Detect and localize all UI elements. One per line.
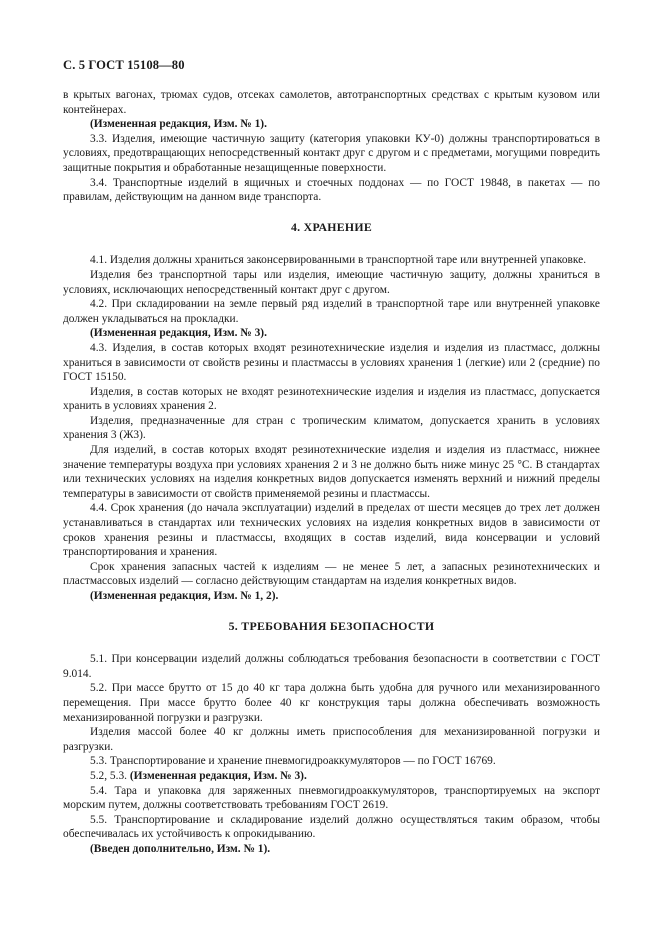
amendment-note-line [63, 769, 600, 784]
paragraph: 3.3. Изделия, имеющие частичную защиту (категория упаковки КУ-0) должны транспортироваться в условиях, предотвращающих непосредственный контакт друг с другом и с предметами, могущими повредить защитные покрытия и обработанные незащищенные поверхности. [63, 132, 600, 174]
paragraph: 3.4. Транспортные изделий в ящичных и стоечных поддонах — по ГОСТ 19848, в пакетах — по правилам, действующим на данном виде транспорта. [63, 176, 600, 204]
amendment-note: (Измененная редакция, Изм. № 1, 2). [90, 590, 279, 602]
amendment-note: (Измененная редакция, Изм. № 3). [90, 327, 267, 340]
paragraph: 5.4. Тара и упаковка для заряженных пневмогидроаккумуляторов, транспортируемых на экспорт морским путем, должны соответствовать требованиям ГОСТ 2619. [63, 784, 600, 812]
paragraph: 4.1. Изделия должны храниться законсервированными в транспортной таре или внутренней упаковке. [90, 254, 587, 267]
paragraph: 5.1. При консервации изделий должны соблюдаться требования безопасности в соответствии с ГОСТ 9.014. [63, 653, 600, 680]
document-body [63, 88, 600, 857]
paragraph: 5.2. При массе брутто от 15 до 40 кг тара должна быть удобна для ручного или механизированного перемещения. При массе брутто более 40 кг конструкция тары должна обеспечивать возможность механизированной погрузки и разгрузки. [63, 682, 600, 724]
paragraph: в крытых вагонах, трюмах судов, отсеках самолетов, автотранспортных средствах с крытым кузовом или контейнерах. [63, 89, 600, 116]
paragraph: 5.3. Транспортирование и хранение пневмогидроаккумуляторов — по ГОСТ 16769. [90, 755, 496, 768]
paragraph: 4.4. Срок хранения (до начала эксплуатации) изделий в пределах от шести месяцев до трех лет должен устанавливаться в стандартах или технических условиях на изделия конкретных видов в зависимости от сроков хранения резины и пластмассы, входящих в состав изделий, вида консервации и условий транспортирования и хранения. [63, 502, 600, 559]
section-heading-storage: 4. ХРАНЕНИЕ [290, 219, 373, 234]
paragraph: Срок хранения запасных частей к изделиям — не менее 5 лет, а запасных резинотехнических и пластмассовых изделий — согласно действующим стандартам на изделия конкретных видов. [63, 560, 600, 588]
paragraph: Изделия массой более 40 кг должны иметь приспособления для механизированной погрузки и разгрузки. [63, 726, 600, 753]
paragraph: Изделия без транспортной тары или изделия, имеющие частичную защиту, должны храниться в условиях, исключающих непосредственный контакт друг с другом. [63, 268, 600, 296]
paragraph: Для изделий, в состав которых входят резинотехнические изделия и изделия из пластмасс, нижнее значение температуры воздуха при условиях хранения 2 и 3 не должно быть ниже минус 25 °С. В стандартах или технических условиях на изделия конкретных видов допускается изменять верхний и нижний пределы температуры в зависимости от свойств применяемой резины и пластмассы. [63, 444, 600, 500]
section-heading-safety: 5. ТРЕБОВАНИЯ БЕЗОПАСНОСТИ [228, 618, 435, 633]
page-header: С. 5 ГОСТ 15108—80 [63, 58, 185, 72]
amendment-note: (Измененная редакция, Изм. № 3). [129, 769, 307, 782]
paragraph: Изделия, в состав которых не входят резинотехнические изделия и изделия из пластмасс, допускается хранить в условиях хранения 2. [63, 385, 600, 413]
paragraph: 5.5. Транспортирование и складирование изделий должно осуществляться таким образом, чтобы обеспечивалась их устойчивость к опрокидыванию. [63, 813, 600, 841]
amendment-note: (Измененная редакция, Изм. № 1). [90, 118, 267, 131]
clause-refs: 5.2, 5.3. [90, 769, 130, 782]
paragraph: Изделия, предназначенные для стран с тропическим климатом, допускается хранить в условиях хранения 3 (Ж3). [63, 414, 600, 442]
paragraph: 4.2. При складировании на земле первый ряд изделий в транспортной таре или внутренней упаковке должен укладываться на прокладки. [63, 298, 600, 325]
paragraph: 4.3. Изделия, в состав которых входят резинотехнические изделия и изделия из пластмасс, должны храниться в зависимости от свойств резины и пластмассы в условиях хранения 1 (легкие) или 2 (средние) по ГОСТ 15150. [63, 341, 600, 384]
amendment-note: (Введен дополнительно, Изм. № 1). [90, 842, 271, 855]
